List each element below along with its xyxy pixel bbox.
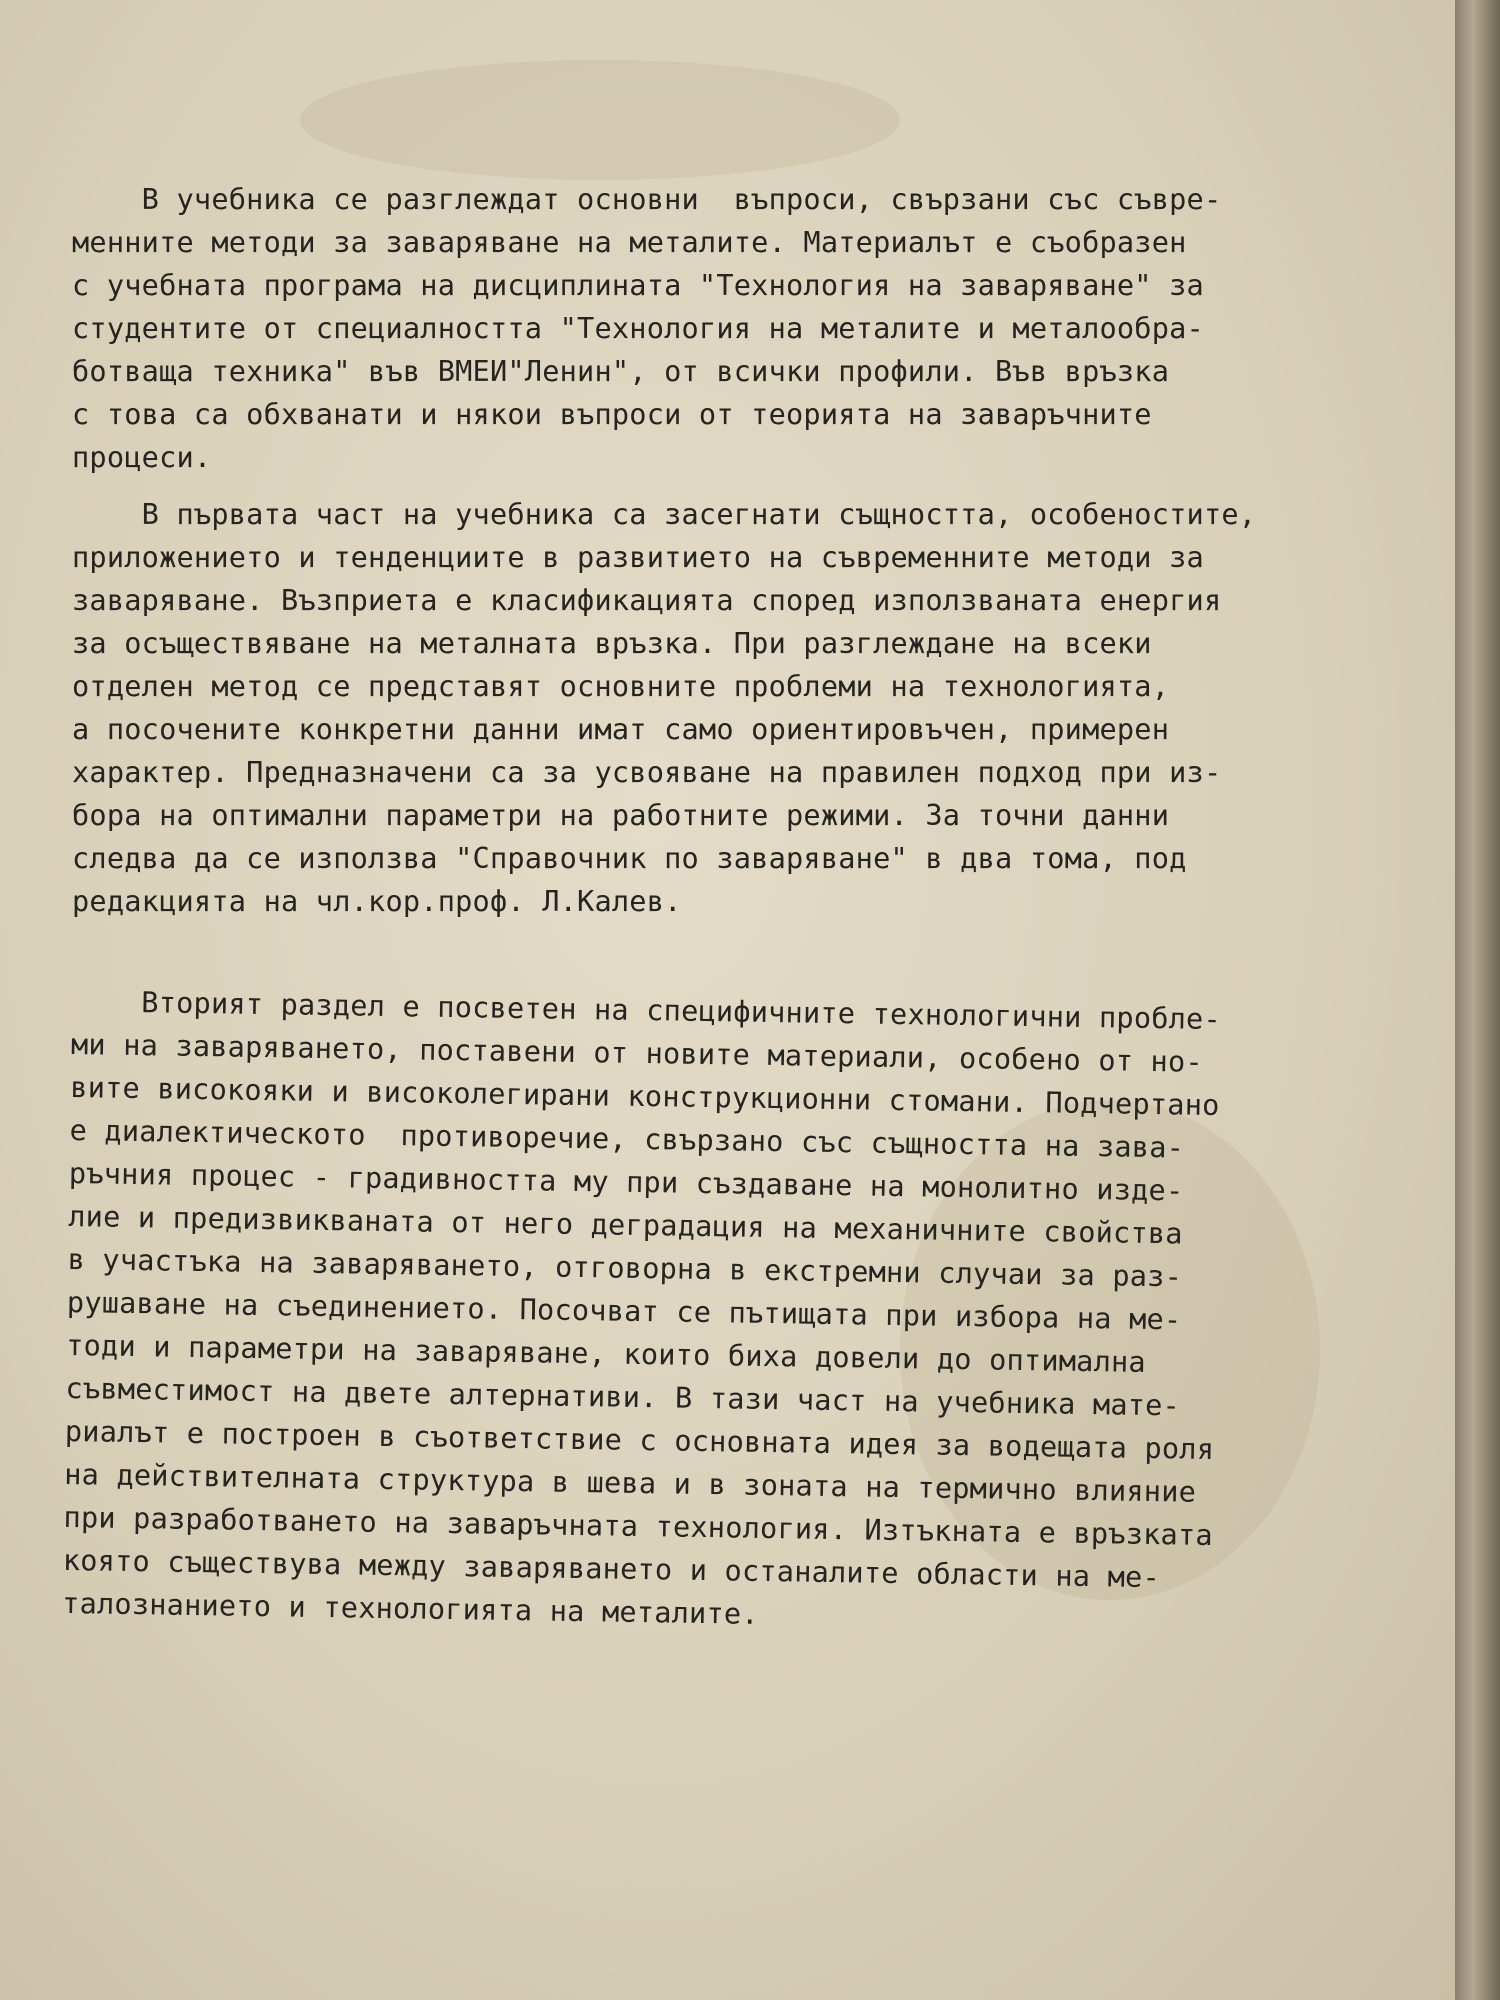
text-line: е диалектическото противоречие, свързано със същността на зава-	[69, 1112, 1185, 1165]
text-line: а посочените конкретни данни имат само ориентировъчен, примерен	[72, 712, 1170, 746]
text-line: която съществува между заваряването и останалите области на ме-	[62, 1542, 1161, 1595]
text-line: менните методи за заваряване на металите. Материалът е съобразен	[72, 225, 1187, 259]
text-line: отделен метод се представят основните проблеми на технологията,	[72, 669, 1170, 703]
text-line: с учебната програма на дисциплината "Технология на заваряване" за	[72, 268, 1204, 302]
text-line: следва да се използва "Справочник по заваряване" в два тома, под	[72, 841, 1187, 875]
text-line: лие и предизвикваната от него деградация на механичните свойства	[68, 1198, 1183, 1251]
paragraph-gap	[72, 966, 1402, 980]
text-line: талознанието и технологията на металите.	[61, 1585, 760, 1631]
text-line: в участъка на заваряването, отговорна в екстремни случаи за раз-	[67, 1241, 1183, 1294]
text-line: тоди и параметри на заваряване, които биха довели до оптимална	[65, 1327, 1147, 1379]
text-line: приложението и тенденциите в развитието на съвременните методи за	[72, 540, 1204, 574]
text-line: В първата част на учебника са засегнати същността, особеностите,	[72, 497, 1257, 531]
text-line: на действителната структура в шева и в зоната на термично влияние	[63, 1456, 1197, 1509]
document-body	[61, 178, 1402, 1631]
text-line: рушаване на съединението. Посочват се пътищата при избора на ме-	[66, 1284, 1182, 1337]
text-line: ми на заваряването, поставени от новите материали, особено от но-	[70, 1026, 1204, 1079]
text-line: съвместимост на двете алтернативи. В тази част на учебника мате-	[65, 1370, 1181, 1423]
text-line: студентите от специалността "Технология на металите и металообра-	[72, 311, 1204, 345]
text-line: бора на оптимални параметри на работните режими. За точни данни	[72, 798, 1170, 832]
text-line: вите високояки и високолегирани конструкционни стомани. Подчертано	[70, 1069, 1220, 1123]
text-line: с това са обхванати и някои въпроси от теорията на заваръчните	[72, 397, 1152, 431]
text-line: ботваща техника" във ВМЕИ"Ленин", от всички профили. Във връзка	[72, 354, 1170, 388]
text-line: за осъществяване на металната връзка. При разглеждане на всеки	[72, 626, 1152, 660]
text-line	[72, 923, 1402, 966]
text-line: риалът е построен в съответствие с основната идея за водещата роля	[64, 1413, 1215, 1466]
paragraph-gap	[72, 479, 1402, 493]
paragraph-1	[72, 178, 1402, 479]
text-line: заваряване. Възприета е класификацията според използваната енергия	[72, 583, 1222, 617]
text-line: редакцията на чл.кор.проф. Л.Калев.	[72, 884, 682, 918]
paragraph-2	[72, 493, 1402, 966]
text-line: характер. Предназначени са за усвояване на правилен подход при из-	[72, 755, 1222, 789]
paragraph-3	[62, 980, 1402, 1646]
text-line: Вторият раздел е посветен на специфичните технологични пробле-	[71, 983, 1222, 1037]
text-line: ръчния процес - градивността му при създаване на монолитно изде-	[68, 1155, 1184, 1208]
paper-stain	[300, 60, 900, 180]
text-line: В учебника се разглеждат основни въпроси, свързани със съвре-	[72, 182, 1222, 216]
book-spine-edge	[1455, 0, 1500, 2000]
text-line: процеси.	[72, 440, 212, 474]
text-line: при разработването на заваръчната технология. Изтъкната е връзката	[63, 1499, 1214, 1552]
